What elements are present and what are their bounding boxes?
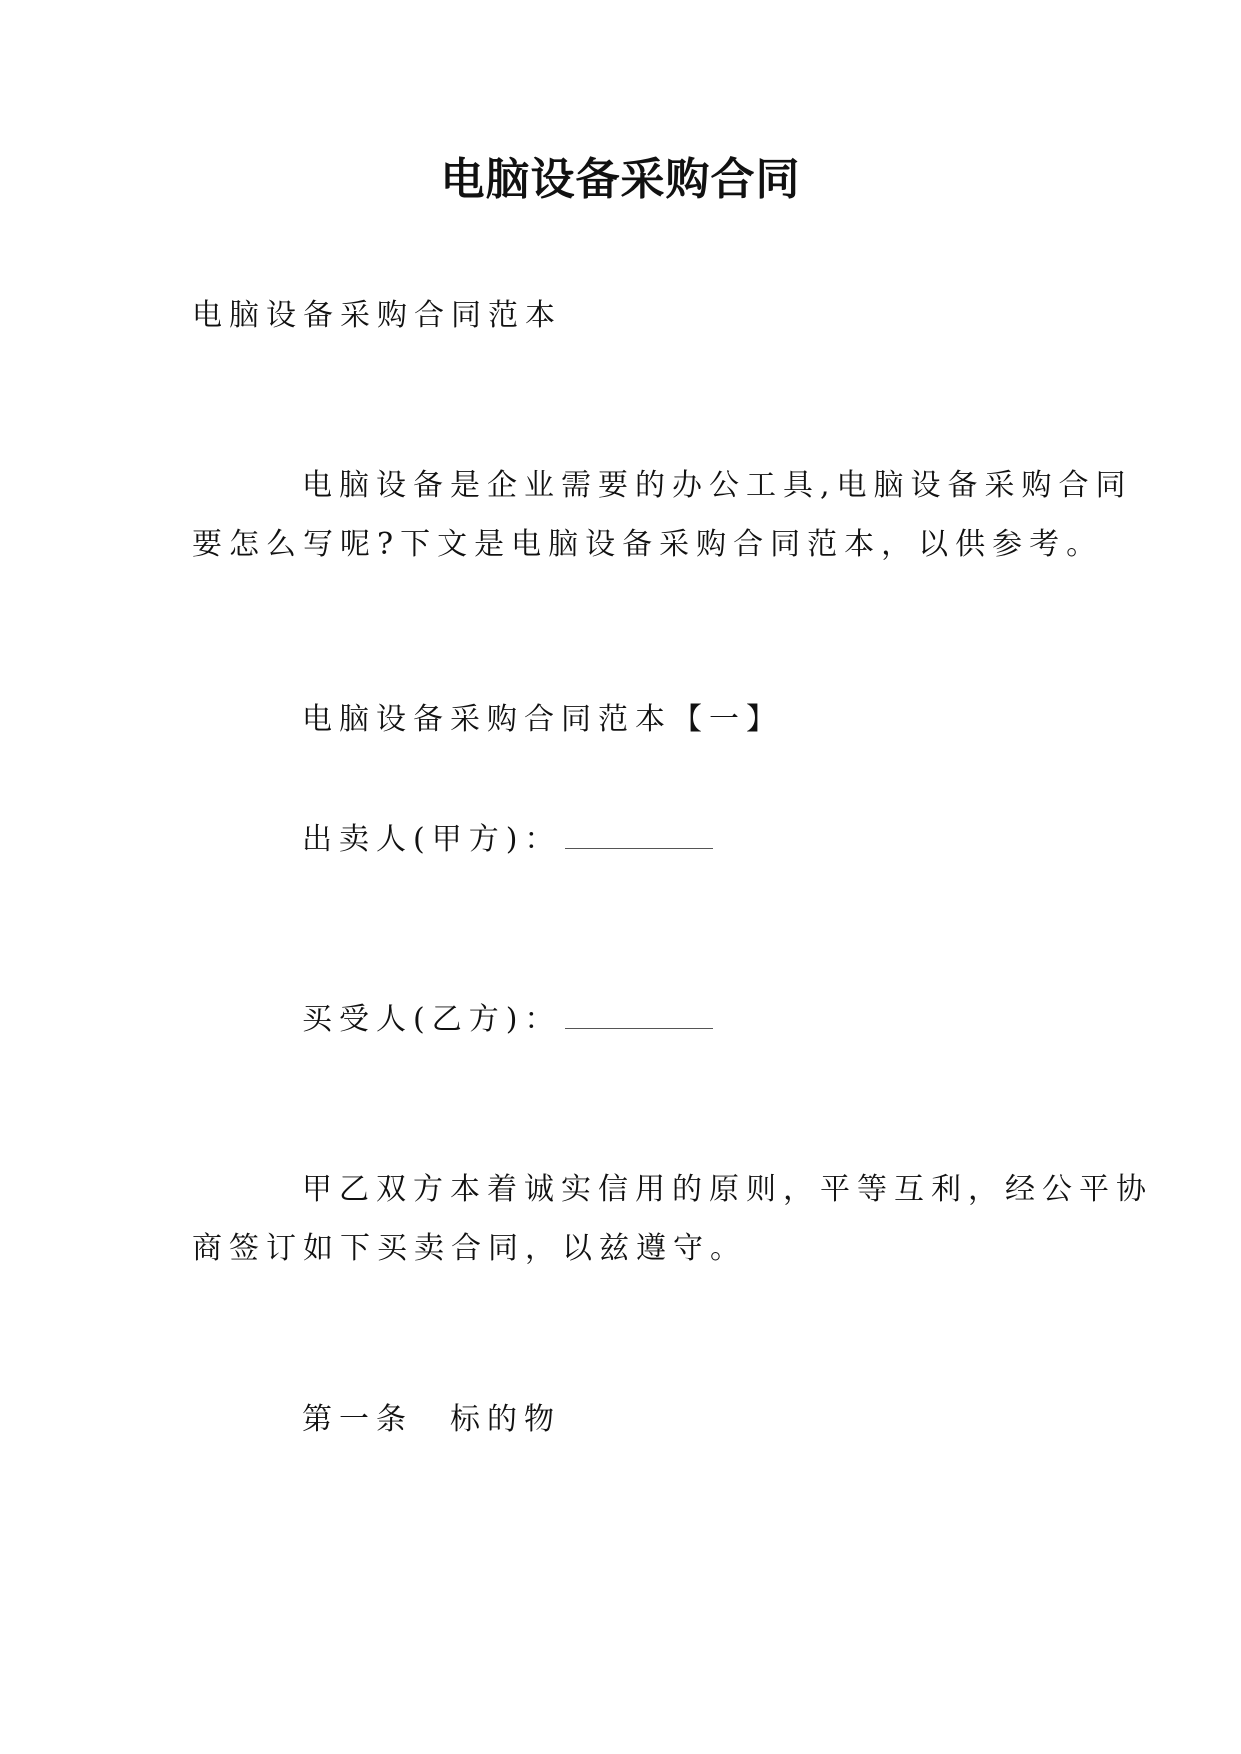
agreement-paragraph-line-2: 商签订如下买卖合同，以兹遵守。 bbox=[192, 1231, 747, 1266]
seller-line bbox=[302, 820, 713, 860]
intro-paragraph-line-1: 电脑设备是企业需要的办公工具,电脑设备采购合同 bbox=[302, 468, 1133, 503]
document-title: 电脑设备采购合同 bbox=[440, 154, 801, 205]
seller-label: 出卖人(甲方)： bbox=[302, 822, 562, 857]
seller-blank bbox=[565, 822, 713, 849]
agreement-paragraph-line-1: 甲乙双方本着诚实信用的原则，平等互利，经公平协 bbox=[302, 1172, 1153, 1207]
article-1-heading: 第一条 标的物 bbox=[302, 1402, 561, 1437]
buyer-blank bbox=[565, 1002, 713, 1029]
buyer-label: 买受人(乙方)： bbox=[302, 1002, 562, 1037]
intro-paragraph-line-2: 要怎么写呢?下文是电脑设备采购合同范本，以供参考。 bbox=[192, 527, 1104, 562]
buyer-line bbox=[302, 1000, 713, 1040]
document-subtitle: 电脑设备采购合同范本 bbox=[192, 298, 562, 333]
section-heading: 电脑设备采购合同范本【一】 bbox=[302, 702, 783, 737]
